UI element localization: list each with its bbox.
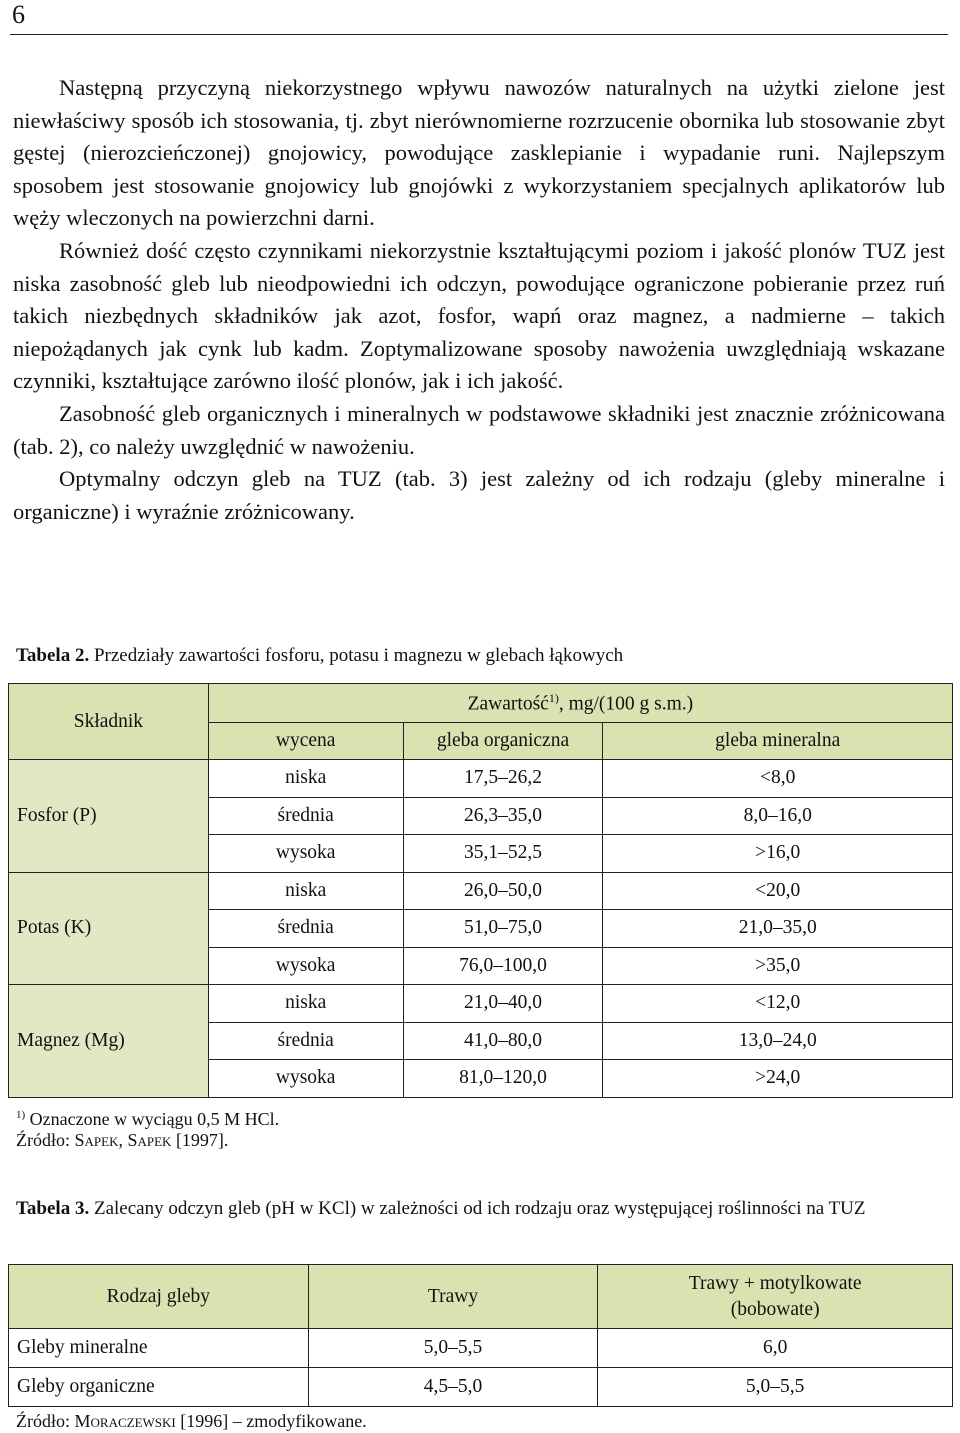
table3 — [8, 1264, 953, 1407]
table2-mineral-cell: 21,0–35,0 — [603, 910, 953, 948]
table2-caption-label: Tabela 2. — [16, 645, 90, 666]
table2-header-row-1 — [9, 684, 953, 723]
table2-footnote-sup: 1) — [16, 1109, 26, 1121]
table2-mineral-cell: >16,0 — [603, 835, 953, 873]
table-row — [9, 872, 953, 910]
table3-caption-text: Zalecany odczyn gleb (pH w KCl) w zależności od ich rodzaju oraz występującej roślinności na TUZ — [89, 1198, 866, 1219]
table2-rating-cell: średnia — [208, 797, 403, 835]
table2-header-content-main: Zawartość — [467, 693, 549, 715]
table3-grass-cell: 4,5–5,0 — [308, 1368, 598, 1407]
table2-caption-text: Przedziały zawartości fosforu, potasu i magnezu w glebach łąkowych — [89, 645, 624, 666]
table2-organic-cell: 35,1–52,5 — [403, 835, 603, 873]
table3-source — [16, 1409, 367, 1433]
table2-source-prefix: Źródło: — [16, 1130, 75, 1150]
paragraph-1: Następną przyczyną niekorzystnego wpływu nawozów naturalnych na użytki zielone jest niewłaściwy sposób ich stosowania, tj. zbyt nierównomierne rozrzucenie obornika lub stosowanie zbyt gęstej (nierozcieńczonej) gnojowicy, powodujące zasklepianie i wypadanie runi. Najlepszym sposobem jest stosowanie gnojowicy lub gnojówki z wykorzystaniem specjalnych aplikatorów lub węży wleczonych na powierzchni darni. — [13, 75, 945, 231]
body-text — [13, 72, 945, 528]
table3-header-mix — [598, 1265, 953, 1329]
table3-caption — [16, 1196, 946, 1222]
table2-component-cell: Fosfor (P) — [9, 760, 209, 873]
paragraph-2: Również dość często czynnikami niekorzystnie kształtującymi poziom i jakość plonów TUZ jest niska zasobność gleb lub nieodpowiedni ich odczyn, powodujące ograniczone pobieranie przez ruń takich niezbędnych składników jak azot, fosfor, wapń oraz magnez, a nadmierne – takich niepożądanych jak cynk lub kadm. Zoptymalizowane sposoby nawożenia uwzględniają wskazane czynniki, kształtujące zarówno ilość plonów, jak i ich jakość. — [13, 237, 945, 394]
table2-mineral-cell: <20,0 — [603, 872, 953, 910]
table2-organic-cell: 81,0–120,0 — [403, 1060, 603, 1098]
table-row — [9, 760, 953, 798]
table2-footnote-text: Oznaczone w wyciągu 0,5 M HCl. — [25, 1109, 280, 1129]
table2-rating-cell: wysoka — [208, 1060, 403, 1098]
table2-source-author-1: Sapek — [74, 1130, 119, 1150]
table2-organic-cell: 26,0–50,0 — [403, 872, 603, 910]
table2-header-content-unit: , mg/(100 g s.m.) — [558, 693, 694, 715]
table2-mineral-cell: 8,0–16,0 — [603, 797, 953, 835]
table3-soil-cell: Gleby mineralne — [9, 1329, 309, 1368]
page-number: 6 — [12, 0, 25, 29]
table2-organic-cell: 76,0–100,0 — [403, 947, 603, 985]
table2-mineral-cell: >35,0 — [603, 947, 953, 985]
table3-body — [9, 1329, 953, 1407]
table3-source-author: Moraczewski — [74, 1411, 176, 1431]
table2-mineral-cell: >24,0 — [603, 1060, 953, 1098]
table2-caption — [16, 643, 946, 669]
table2-rating-cell: średnia — [208, 1022, 403, 1060]
table2-header-content-sup: 1) — [548, 690, 559, 705]
paragraph-3: Zasobność gleb organicznych i mineralnych w podstawowe składniki jest znacznie zróżnicowana (tab. 2), co należy uwzględnić w nawożeniu. — [13, 400, 945, 459]
table-row — [9, 1329, 953, 1368]
table2 — [8, 683, 953, 1098]
table2-organic-cell: 26,3–35,0 — [403, 797, 603, 835]
table3-header-mix-line-1: Trawy + motylkowate — [688, 1272, 862, 1294]
table2-body — [9, 760, 953, 1098]
table2-rating-cell: wysoka — [208, 947, 403, 985]
table-row — [9, 985, 953, 1023]
table2-footnote — [16, 1103, 279, 1131]
table2-organic-cell: 51,0–75,0 — [403, 910, 603, 948]
table3-source-prefix: Źródło: — [16, 1411, 75, 1431]
table2-header-mineral: gleba mineralna — [603, 723, 953, 760]
table3-mix-cell: 6,0 — [598, 1329, 953, 1368]
table2-mineral-cell: 13,0–24,0 — [603, 1022, 953, 1060]
table3-grass-cell: 5,0–5,5 — [308, 1329, 598, 1368]
table2-header-component: Składnik — [9, 684, 209, 760]
table2-component-cell: Magnez (Mg) — [9, 985, 209, 1098]
table2-header-content — [208, 684, 952, 723]
header-rule — [10, 34, 948, 35]
table2-organic-cell: 17,5–26,2 — [403, 760, 603, 798]
table2-source-author-2: Sapek — [127, 1130, 172, 1150]
table-row — [9, 1368, 953, 1407]
table3-caption-label: Tabela 3. — [16, 1198, 90, 1219]
table3-mix-cell: 5,0–5,5 — [598, 1368, 953, 1407]
table3-header-soil: Rodzaj gleby — [9, 1265, 309, 1329]
table2-header-rating: wycena — [208, 723, 403, 760]
table2-source — [16, 1128, 228, 1152]
table3-header-row — [9, 1265, 953, 1329]
table2-mineral-cell: <8,0 — [603, 760, 953, 798]
table2-rating-cell: wysoka — [208, 835, 403, 873]
paragraph-4: Optymalny odczyn gleb na TUZ (tab. 3) jest zależny od ich rodzaju (gleby mineralne i organiczne) i wyraźnie zróżnicowany. — [13, 466, 945, 524]
table2-organic-cell: 21,0–40,0 — [403, 985, 603, 1023]
table2-rating-cell: niska — [208, 872, 403, 910]
table3-source-suffix: [1996] – zmodyfikowane. — [175, 1411, 367, 1431]
table2-rating-cell: niska — [208, 760, 403, 798]
table3-soil-cell: Gleby organiczne — [9, 1368, 309, 1407]
table2-rating-cell: średnia — [208, 910, 403, 948]
table2-source-sep: , — [118, 1130, 128, 1150]
table2-component-cell: Potas (K) — [9, 872, 209, 985]
table3-header-grass: Trawy — [308, 1265, 598, 1329]
table2-organic-cell: 41,0–80,0 — [403, 1022, 603, 1060]
table2-mineral-cell: <12,0 — [603, 985, 953, 1023]
table2-rating-cell: niska — [208, 985, 403, 1023]
table3-header-mix-line-2: (bobowate) — [730, 1298, 820, 1320]
table2-source-year: [1997]. — [171, 1130, 229, 1150]
table2-header-organic: gleba organiczna — [403, 723, 603, 760]
